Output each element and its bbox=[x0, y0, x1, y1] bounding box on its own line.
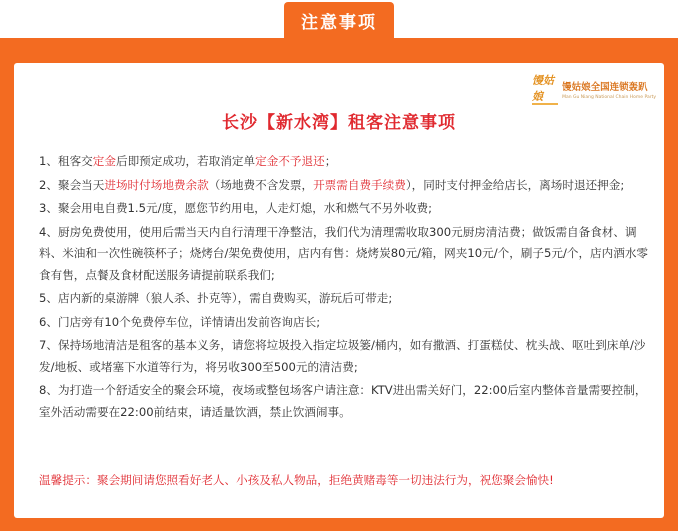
rule-text: 5、店内新的桌游牌（狼人杀、扑克等），需自费购买，游玩后可带走; bbox=[39, 291, 393, 305]
rule-highlight: 开票需自费手续费 bbox=[313, 177, 406, 192]
rule-item bbox=[39, 198, 649, 220]
logo-english: Man Gu Niang National Chain Home Party bbox=[562, 94, 656, 100]
rule-text: 8、为打造一个舒适安全的聚会环境，夜场或整包场客户请注意：KTV进出需关好门，22:00后室内整体音量需要控制，室外活动需要在22:00前结束，请适量饮酒，禁止饮酒闹事。 bbox=[39, 383, 647, 419]
document-title: 长沙【新水湾】租客注意事项 bbox=[222, 113, 456, 133]
rule-text: 7、保持场地清洁是租客的基本义务，请您将垃圾投入指定垃圾篓/桶内，如有撒酒、打蛋糕仗、枕头战、呕吐到床单/沙发/地板、或堵塞下水道等行为，将另收300至500元的清洁费; bbox=[39, 338, 646, 374]
brand-logo bbox=[532, 71, 656, 107]
rule-item bbox=[39, 222, 649, 287]
rule-text: 3、聚会用电自费1.5元/度，愿您节约用电，人走灯熄，水和燃气不另外收费; bbox=[39, 201, 433, 215]
rule-text: （场地费不含发票， bbox=[208, 177, 314, 192]
rule-highlight: 定金不予退还 bbox=[255, 154, 325, 168]
rule-text: 后即预定成功，若取消定单 bbox=[115, 154, 256, 168]
logo-text bbox=[562, 79, 656, 100]
rule-item bbox=[39, 151, 649, 173]
logo-name: 馒姑娘全国连锁轰趴 bbox=[562, 81, 648, 93]
rule-text: 4、厨房免费使用，使用后需当天内自行清理干净整洁，我们代为清理需收取300元厨房清洁费；做饭需自备食材、调料、米油和一次性碗筷杯子；烧烤台/架免费使用，店内有售：烧烤炭80元/箱，网夹10元/个，刷子5元/个，店内酒水零食有售，点餐及食材配送服务请提前联系我们; bbox=[39, 224, 649, 282]
notice-card bbox=[14, 63, 664, 518]
rule-highlight: 进场时付场地费余款 bbox=[104, 177, 209, 192]
rule-highlight: 定金 bbox=[92, 154, 116, 168]
orange-frame bbox=[0, 38, 678, 531]
rule-item bbox=[39, 335, 649, 378]
rule-text: ； bbox=[324, 154, 337, 168]
warm-tip: 温馨提示：聚会期间请您照看好老人、小孩及私人物品，拒绝黄赌毒等一切违法行为，祝您聚会愉快! bbox=[39, 473, 554, 487]
header-tab bbox=[284, 2, 394, 38]
rule-text: 1、租客交 bbox=[39, 154, 93, 168]
rule-item bbox=[39, 380, 649, 423]
header-tab-label: 注意事项 bbox=[301, 12, 377, 33]
rule-text: ），同时支付押金给店长，离场时退还押金; bbox=[405, 177, 625, 192]
rule-text: 6、门店旁有10个免费停车位，详情请出发前咨询店长; bbox=[39, 314, 321, 329]
rule-item bbox=[39, 312, 649, 334]
rule-item bbox=[39, 288, 649, 310]
logo-badge: 馒姑娘 bbox=[532, 73, 558, 105]
rule-text: 2、聚会当天 bbox=[39, 177, 105, 192]
rules-list bbox=[39, 151, 649, 425]
rule-item bbox=[39, 175, 649, 197]
